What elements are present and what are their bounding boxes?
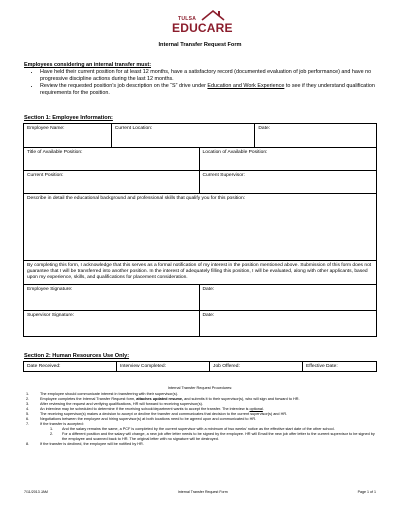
item-text: The employee should communicate interest in transferring with their supervisor(s). bbox=[40, 392, 179, 396]
title-available-field[interactable] bbox=[24, 148, 200, 171]
item-text: And the salary remains the same, a PCF is completed by the current supervisor with a minimum of two weeks’ notice as the effective start date of the other school. bbox=[62, 427, 335, 431]
current-supervisor-field[interactable] bbox=[199, 171, 376, 194]
item-number: 1. bbox=[26, 392, 30, 396]
item-text: If the transfer is declined, the employee will be notified by HR. bbox=[40, 442, 144, 446]
supervisor-signature-label: Supervisor Signature: bbox=[27, 312, 75, 318]
date-received-label: Date Received: bbox=[27, 364, 61, 369]
item-text: If the transfer is accepted: bbox=[40, 422, 84, 426]
section2-heading: Section 2: Human Resources Use Only: bbox=[24, 353, 130, 359]
item-text-bold: attaches updated resume, bbox=[136, 397, 184, 401]
qualifications-label: Describe in detail the educational background and professional skills that qualify you for this position: bbox=[27, 196, 246, 201]
eligibility-bullet bbox=[40, 83, 376, 97]
procedures-list bbox=[24, 386, 376, 447]
location-available-label: Location of Available Position: bbox=[202, 150, 268, 155]
eligibility-bullet: • Have held their current position for at least 12 months, have a satisfactory record (documented evaluation of job performance) and have no progressive discipline actions during the last 12 months. bbox=[40, 69, 376, 83]
title-available-label: Title of Available Position: bbox=[27, 150, 83, 155]
house-roof-icon bbox=[200, 8, 226, 22]
item-text-underlined: optional bbox=[249, 407, 263, 411]
employee-signature-label: Employee Signature: bbox=[27, 286, 73, 292]
interview-completed-field[interactable] bbox=[117, 362, 210, 372]
item-text-part: and submits it to their supervisor(s), who will sign and forward to HR. bbox=[183, 397, 300, 401]
location-available-field[interactable] bbox=[199, 148, 376, 171]
item-text: For a different position and the salary will change, a new job offer letter needs to be signed by the employee. HR will Email the new job offer letter to the current supervisor to be signed by the employee and scanned back to HR. The original letter with no signature will be destroyed. bbox=[62, 432, 375, 441]
date-received-field[interactable] bbox=[24, 362, 117, 372]
procedures-title: Internal Transfer Request Procedures: bbox=[167, 386, 233, 390]
job-offered-field[interactable] bbox=[210, 362, 303, 372]
page-footer bbox=[24, 490, 376, 494]
date-label: Date: bbox=[202, 286, 215, 292]
item-text: The receiving supervisor(s) makes a decision to accept or decline the transfer and communicates that decision to the current supervisor(s) and HR. bbox=[40, 412, 288, 416]
educare-logo bbox=[166, 8, 236, 38]
item-number: 5. bbox=[26, 412, 30, 416]
qualifications-field[interactable] bbox=[24, 194, 377, 261]
item-text-part: . bbox=[262, 407, 264, 411]
item-number: 4. bbox=[26, 407, 30, 411]
section1-heading: Section 1: Employee Information: bbox=[24, 115, 113, 121]
eligibility-list bbox=[24, 69, 376, 97]
date-label: Date: bbox=[258, 126, 271, 131]
employee-name-label: Employee Name: bbox=[27, 126, 65, 131]
footer-date: 7/11/2013 JAM bbox=[24, 490, 48, 494]
logo-tulsa: TULSA bbox=[178, 16, 197, 22]
item-text: After reviewing the request and verifying qualifications, HR will forward to receiving supervisor(s). bbox=[40, 402, 203, 406]
current-supervisor-label: Current Supervisor: bbox=[202, 173, 245, 178]
hr-use-table bbox=[23, 361, 377, 372]
procedure-item bbox=[24, 442, 376, 447]
current-position-field[interactable] bbox=[24, 171, 200, 194]
current-location-label: Current Location: bbox=[114, 126, 153, 131]
employee-name-field[interactable] bbox=[24, 124, 112, 148]
drive-folder-link: Education and Work Experience bbox=[207, 83, 285, 89]
eligibility-section bbox=[24, 62, 376, 97]
item-text: Negotiations between the employee and hiring supervisor(s) at both locations need to be agreed upon and communicated to HR. bbox=[40, 417, 257, 421]
footer-page-number: Page 1 of 1 bbox=[357, 490, 376, 494]
procedure-subitem bbox=[24, 432, 376, 442]
footer-form-name: Internal Transfer Request Form bbox=[177, 490, 228, 494]
item-text-part: An interview may be scheduled to determine if the receiving school/department wants to accept the transfer. The interview is bbox=[40, 407, 250, 411]
date-field[interactable] bbox=[255, 124, 377, 148]
employee-signature-date-field[interactable] bbox=[199, 284, 376, 310]
eligibility-heading: Employees considering an internal transfer must: bbox=[24, 62, 152, 68]
acknowledgement-text: By completing this form, I acknowledge that this serves as a formal notification of my interest in the position mentioned above. Submission of this form does not guarantee that I will be transferred into another position. In the interest of adequately filling this position, I will be evaluated, along with other applicants, based upon my experience, skills, and qualifications for placement consideration. bbox=[24, 261, 377, 285]
item-number: 6. bbox=[26, 417, 30, 421]
item-number: 3. bbox=[26, 402, 30, 406]
item-number: 7. bbox=[26, 422, 30, 426]
current-position-label: Current Position: bbox=[27, 173, 64, 178]
job-offered-label: Job Offered: bbox=[213, 364, 240, 369]
item-number: 2. bbox=[50, 432, 54, 436]
logo-educare: EDUCARE bbox=[172, 21, 233, 35]
current-location-field[interactable] bbox=[111, 124, 255, 148]
supervisor-signature-field[interactable] bbox=[24, 310, 200, 336]
supervisor-signature-date-field[interactable] bbox=[199, 310, 376, 336]
item-number: 8. bbox=[26, 442, 30, 446]
item-text-part: Employee completes the Internal Transfer Request form, bbox=[40, 397, 137, 401]
form-title: Internal Transfer Request Form bbox=[158, 42, 242, 48]
bullet-text: Review the requested position’s job description on the “S” drive under bbox=[40, 83, 208, 89]
effective-date-field[interactable] bbox=[303, 362, 377, 372]
bullet-text: to see if they understand qualification requirements for the position. bbox=[40, 83, 375, 96]
employee-signature-field[interactable] bbox=[24, 284, 200, 310]
employee-info-table bbox=[23, 123, 377, 337]
interview-completed-label: Interview Completed: bbox=[120, 364, 166, 369]
effective-date-label: Effective Date: bbox=[306, 364, 338, 369]
item-number: 2. bbox=[26, 397, 30, 401]
date-label: Date: bbox=[202, 312, 215, 318]
item-number: 1. bbox=[50, 427, 54, 431]
